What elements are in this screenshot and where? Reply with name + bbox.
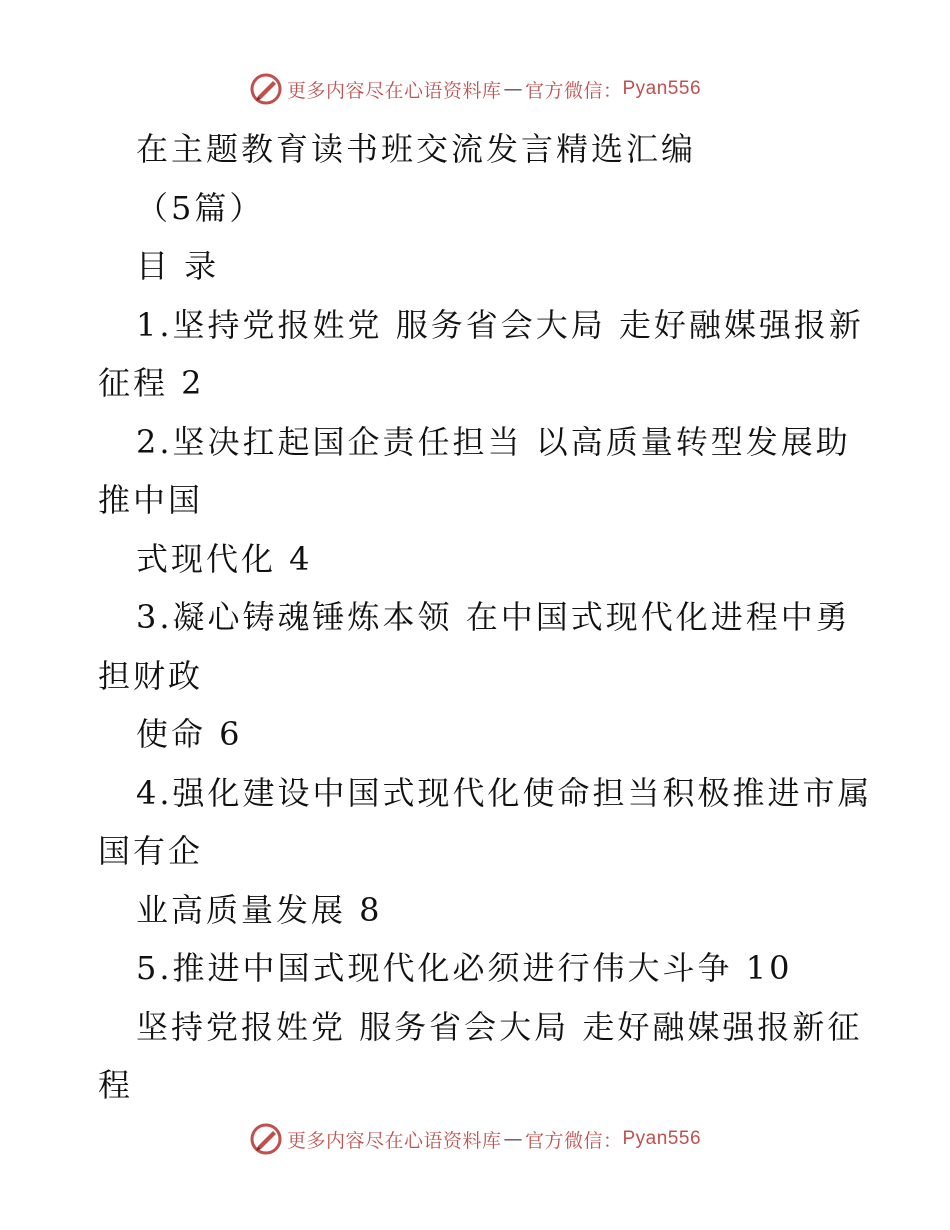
document-body (98, 120, 873, 1115)
pen-logo-icon (249, 72, 283, 106)
toc-item-1: 1.坚持党报姓党 服务省会大局 走好融媒强报新 (136, 305, 864, 344)
footer-watermark (0, 1122, 950, 1156)
watermark-wechat-id: Pyan556 (622, 1128, 702, 1149)
pen-logo-icon (249, 1122, 283, 1156)
header-watermark (0, 72, 950, 106)
watermark-official-label: 官方微信： (524, 79, 623, 102)
doc-line: 业高质量发展 8 (136, 890, 383, 929)
doc-line: 程 (98, 1066, 134, 1104)
watermark-separator: — (503, 1128, 523, 1150)
watermark-separator: — (503, 78, 523, 100)
watermark-wechat-id: Pyan556 (622, 78, 702, 99)
toc-item-3: 3.凝心铸魂锤炼本领 在中国式现代化进程中勇 (136, 598, 851, 636)
doc-line: 推中国 (98, 481, 204, 519)
section-heading: 坚持党报姓党 服务省会大局 走好融媒强报新征 (136, 1007, 863, 1046)
doc-line: 使命 6 (136, 715, 243, 753)
doc-line: 国有企 (98, 832, 204, 870)
doc-line: 目 录 (136, 247, 220, 285)
watermark-official-label: 官方微信： (524, 1129, 623, 1152)
doc-line: 征程 2 (98, 364, 205, 402)
watermark-brand: 更多内容尽在心语资料库 (286, 1129, 502, 1152)
toc-item-2: 2.坚决扛起国企责任担当 以高质量转型发展助 (136, 422, 851, 461)
toc-item-5: 5.推进中国式现代化必须进行伟大斗争 10 (136, 949, 793, 987)
watermark-brand: 更多内容尽在心语资料库 (286, 79, 502, 102)
doc-line: 在主题教育读书班交流发言精选汇编 (136, 130, 697, 168)
doc-line: 担财政 (98, 656, 204, 695)
doc-line: 式现代化 4 (136, 539, 313, 578)
doc-line: （5篇） (136, 188, 265, 227)
toc-item-4: 4.强化建设中国式现代化使命担当积极推进市属 (136, 773, 873, 812)
